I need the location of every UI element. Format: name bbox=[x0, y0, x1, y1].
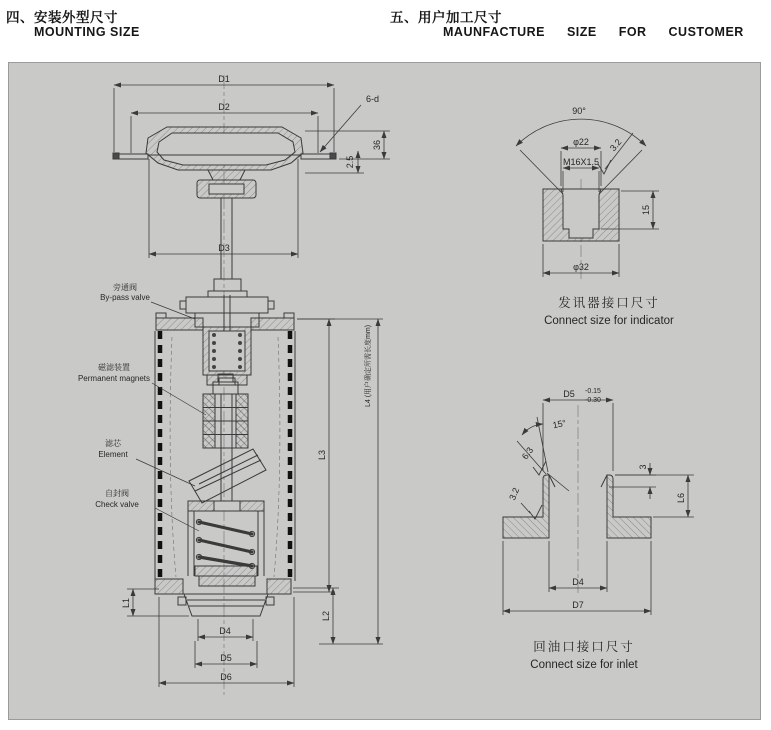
outlet-boss bbox=[178, 594, 274, 616]
dim-rough-63-label: 6.3 bbox=[519, 445, 536, 462]
label-bypass-en: By-pass valve bbox=[100, 293, 150, 302]
dim-l1-label: L1 bbox=[121, 597, 131, 609]
dim-dia22-label: φ22 bbox=[573, 137, 589, 147]
dim-d5-tol-top: -0.15 bbox=[585, 388, 601, 395]
dim-2_5-label: 2.5 bbox=[345, 155, 355, 169]
dim-rough-ind-label: 3.2 bbox=[607, 137, 624, 154]
inlet-caption-cn: 回油口接口尺寸 bbox=[533, 640, 635, 654]
section-title-mounting-cn: 四、安装外型尺寸 bbox=[6, 10, 118, 25]
dim-l6-label: L6 bbox=[676, 492, 686, 504]
indicator-caption-cn: 发讯器接口尺寸 bbox=[558, 296, 660, 310]
label-bypass-cn: 旁通阀 bbox=[113, 283, 137, 292]
dim-rough-32-ind bbox=[598, 133, 633, 174]
dim-thread-label: M16X1.5 bbox=[562, 157, 600, 167]
dim-d4-main bbox=[198, 619, 253, 641]
dim-d5-main bbox=[195, 641, 257, 668]
dim-rough-32-inlet bbox=[507, 486, 542, 519]
drawing-panel bbox=[8, 62, 761, 720]
dim-l2-label: L2 bbox=[321, 610, 331, 622]
dim-90-label: 90° bbox=[572, 106, 586, 116]
section-title-customer-en: MAUNFACTURE SIZE FOR CUSTOMER bbox=[443, 25, 744, 39]
dim-l4-label: L4 (用户确定所需长度mm) bbox=[365, 324, 372, 408]
indicator-socket bbox=[543, 189, 619, 241]
dim-d4-inlet-label: D4 bbox=[572, 577, 584, 587]
label-magnets-en: Permanent magnets bbox=[77, 374, 151, 383]
dim-15deg-label: 15° bbox=[551, 417, 568, 431]
section-title-mounting-en: MOUNTING SIZE bbox=[34, 25, 140, 39]
dim-l4 bbox=[297, 319, 383, 644]
indicator-drawing bbox=[516, 106, 674, 327]
cap-cover bbox=[113, 127, 336, 279]
label-checkvalve-cn: 自封阀 bbox=[105, 489, 129, 498]
filter-element bbox=[189, 449, 266, 503]
section-title-customer-cn: 五、用户加工尺寸 bbox=[390, 10, 502, 25]
inlet-caption-en: Connect size for inlet bbox=[530, 659, 638, 671]
dim-d5-main-label: D5 bbox=[220, 653, 232, 663]
dim-15-label: 15 bbox=[641, 204, 651, 216]
mounting-drawing bbox=[78, 74, 390, 695]
dim-holes-label: 6-d bbox=[366, 94, 380, 104]
dim-d4-main-label: D4 bbox=[219, 626, 231, 636]
label-element-en: Element bbox=[98, 450, 128, 459]
dim-h3 bbox=[609, 463, 656, 499]
magnet-stack bbox=[203, 374, 248, 501]
dim-36-label: 36 bbox=[372, 139, 382, 151]
dim-d5-inlet-label: D5 bbox=[563, 389, 575, 399]
dim-l3-label: L3 bbox=[317, 449, 327, 461]
dim-d6 bbox=[159, 597, 294, 687]
dim-rough-63 bbox=[520, 445, 546, 475]
dim-l2 bbox=[293, 588, 383, 644]
dim-d3-label: D3 bbox=[218, 243, 230, 253]
dim-d5-tol-bottom: -0.30 bbox=[585, 397, 601, 404]
dim-d6-label: D6 bbox=[220, 672, 232, 682]
technical-drawing-canvas bbox=[9, 63, 762, 721]
dim-d7-label: D7 bbox=[572, 600, 584, 610]
dim-d2-label: D2 bbox=[218, 102, 230, 112]
check-valve-assembly bbox=[188, 501, 264, 586]
dim-rough-32-inlet-label: 3.2 bbox=[507, 486, 522, 502]
label-element-cn: 滤芯 bbox=[105, 439, 121, 448]
inlet-drawing bbox=[503, 388, 694, 671]
dim-l3 bbox=[293, 319, 335, 592]
indicator-caption-en: Connect size for indicator bbox=[544, 315, 674, 327]
dim-d1-label: D1 bbox=[218, 74, 230, 84]
dim-h3-label: 3 bbox=[638, 464, 648, 470]
dim-l6 bbox=[615, 475, 694, 517]
inlet-boss bbox=[503, 475, 651, 538]
dim-dia32-label: φ32 bbox=[573, 262, 589, 272]
bypass-valve-assembly bbox=[180, 279, 274, 385]
label-checkvalve-en: Check valve bbox=[95, 500, 139, 509]
label-magnets-cn: 磁滤装置 bbox=[98, 363, 130, 372]
dim-holes bbox=[320, 94, 379, 152]
